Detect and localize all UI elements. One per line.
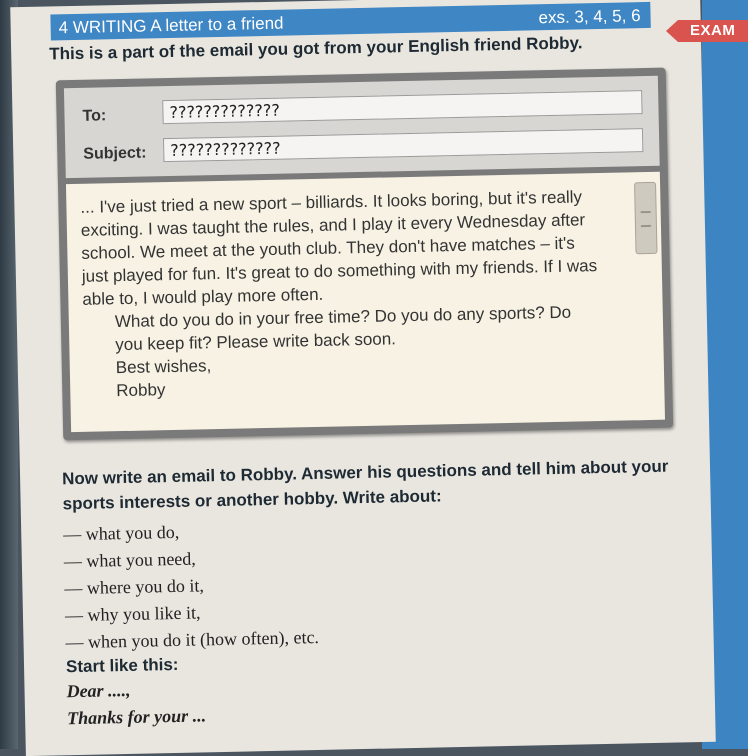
subject-label: Subject: [83, 144, 147, 163]
section-title [58, 14, 283, 39]
list-item: — when you do it (how often), etc. [65, 624, 319, 656]
opening-sentence: Thanks for your ... [66, 705, 207, 729]
message-signature: Robby [116, 380, 166, 401]
list-item: — what you do, [63, 516, 317, 548]
start-label: Start like this: [65, 654, 179, 677]
intro-text: This is a part of the email you got from your English friend Robby. [49, 33, 583, 64]
email-body [66, 172, 665, 432]
message-paragraph: What do you do in your free time? Do you do any sports? Do you keep fit? Please write back soon. [114, 302, 572, 355]
textbook-page [10, 0, 716, 756]
message-signoff: Best wishes, [115, 356, 212, 378]
email-window [56, 68, 673, 441]
scrollbar-thumb [634, 182, 658, 254]
exercise-refs: exs. 3, 4, 5, 6 [538, 6, 641, 28]
writing-points [63, 516, 319, 656]
subject-field: ????????????? [163, 128, 643, 162]
section-title-text: WRITING A letter to a friend [72, 13, 284, 37]
exam-tab: EXAM [678, 20, 748, 42]
grip-icon [641, 211, 651, 227]
to-field: ????????????? [162, 90, 642, 124]
to-label: To: [82, 107, 107, 125]
email-message [80, 185, 604, 403]
list-item: — why you like it, [65, 597, 319, 629]
list-item: — where you do it, [64, 570, 318, 602]
section-number: 4 [58, 18, 69, 38]
message-paragraph: ... I've just tried a new sport – billiards. It looks boring, but it's really exciting. I was taught the rules, and I play it every Wednesday after school. We meet at the youth club. They don't have matches – it's just played for fun. It's great to do something with my friends. If I was able to, I would play more often. [80, 187, 598, 309]
opening-line: Dear ...., [66, 679, 131, 702]
list-item: — what you need, [64, 543, 318, 575]
task-instructions: Now write an email to Robby. Answer his questions and tell him about your sports interests or another hobby. Write about: [61, 456, 669, 514]
email-header [64, 76, 660, 178]
